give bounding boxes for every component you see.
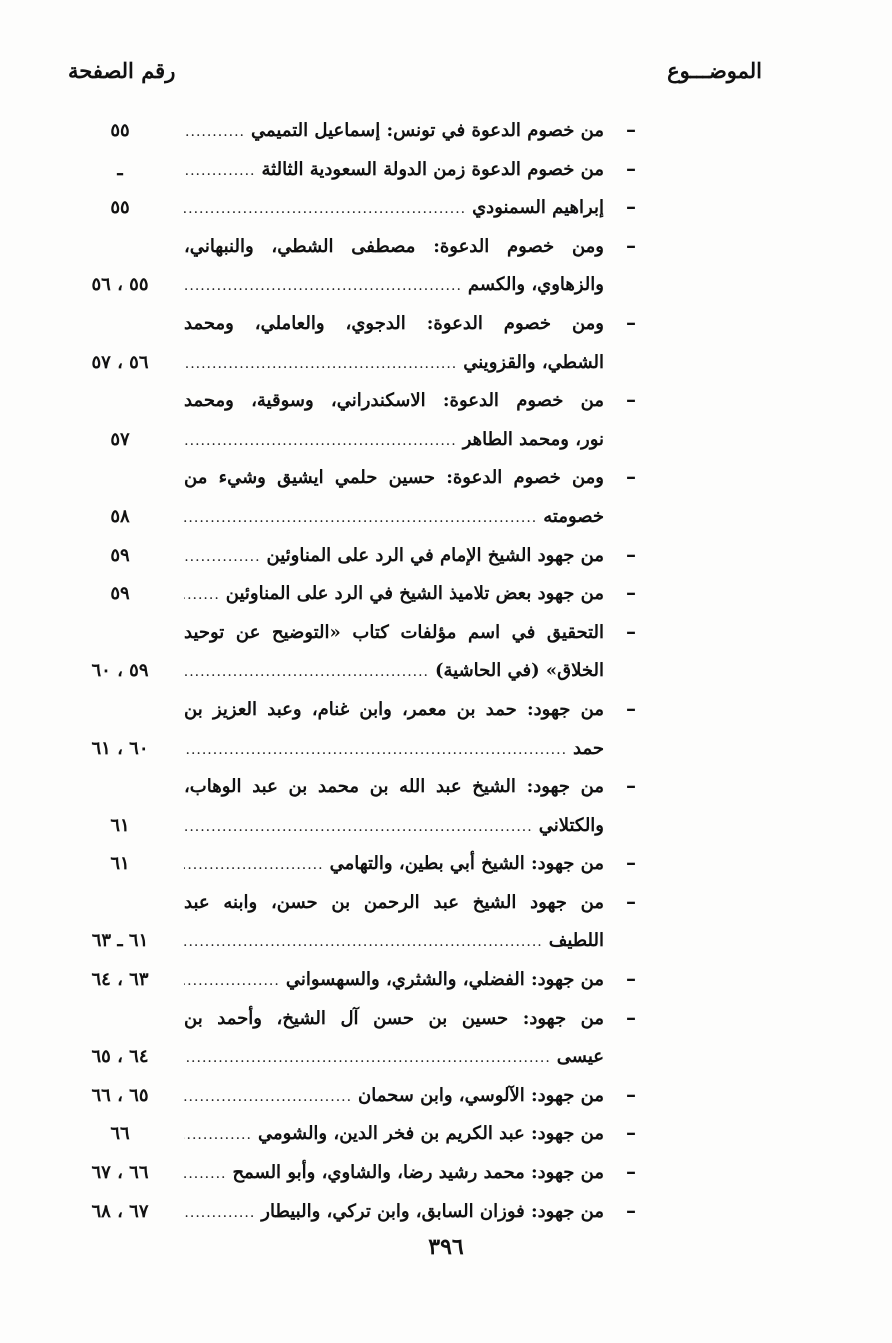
leader-dots bbox=[184, 194, 466, 224]
index-entry bbox=[0, 885, 892, 924]
entry-title: الشطي، والقزويني bbox=[463, 351, 604, 373]
entry-title: الخلاق» (في الحاشية) bbox=[435, 660, 604, 682]
leader-dots bbox=[184, 735, 567, 765]
index-entry bbox=[0, 1155, 892, 1194]
entry-page-number: ٥٩ ، ٦٠ bbox=[91, 660, 149, 682]
index-entry bbox=[0, 113, 892, 152]
bullet-dash: – bbox=[626, 1081, 636, 1106]
entry-text-line bbox=[184, 386, 604, 416]
bullet-dash: – bbox=[626, 309, 636, 334]
entry-text-line bbox=[184, 965, 604, 996]
index-entry bbox=[0, 846, 892, 885]
index-entry-continuation bbox=[0, 422, 892, 461]
entry-text-line bbox=[184, 695, 604, 725]
entry-title: من خصوم الدعوة زمن الدولة السعودية الثالثة bbox=[261, 158, 604, 180]
index-entry bbox=[0, 306, 892, 345]
bullet-dash: – bbox=[626, 232, 636, 257]
bullet-dash: – bbox=[626, 695, 636, 720]
bullet-dash: – bbox=[626, 541, 636, 566]
bullet-dash: – bbox=[626, 580, 636, 605]
leader-dots bbox=[184, 927, 543, 957]
entry-page-number: ٥٨ bbox=[110, 505, 130, 527]
entry-page-number: ٦١ bbox=[110, 853, 130, 875]
index-entry-continuation bbox=[0, 267, 892, 306]
leader-dots bbox=[184, 850, 324, 880]
entry-title: والزهاوي، والكسم bbox=[467, 274, 604, 296]
entry-title: من جهود الشيخ عبد الرحمن بن حسن، وابنه عبد bbox=[184, 891, 604, 913]
entry-text-line bbox=[184, 734, 604, 765]
leader-dots bbox=[184, 1159, 226, 1189]
entry-page-number: ٦٥ ، ٦٦ bbox=[91, 1084, 149, 1106]
index-entry-continuation bbox=[0, 499, 892, 538]
bullet-dash: – bbox=[626, 618, 636, 643]
entry-page-number: ٦١ bbox=[110, 814, 130, 836]
entry-page-number: ٥٥ bbox=[110, 197, 130, 219]
entry-text-line bbox=[184, 116, 604, 147]
entry-page-number: ٥٦ ، ٥٧ bbox=[91, 351, 149, 373]
leader-dots bbox=[184, 349, 457, 379]
entry-text-line bbox=[184, 926, 604, 957]
entry-page-number: ٥٩ bbox=[110, 583, 130, 605]
index-entry-continuation bbox=[0, 923, 892, 962]
entry-title: عيسى bbox=[556, 1046, 604, 1068]
entry-text-line bbox=[184, 309, 604, 339]
entry-title: حمد bbox=[573, 737, 604, 759]
entry-title: خصومته bbox=[543, 505, 604, 527]
leader-dots bbox=[184, 812, 533, 842]
bullet-dash: – bbox=[626, 155, 636, 180]
entry-title: من خصوم الدعوة: الاسكندراني، وسوقية، ومحمد bbox=[184, 390, 604, 412]
entry-page-number: ٦٦ bbox=[110, 1123, 130, 1145]
leader-dots bbox=[184, 503, 537, 533]
entry-page-number: ٥٥ ، ٥٦ bbox=[91, 274, 149, 296]
index-entry-continuation bbox=[0, 808, 892, 847]
entry-title: نور، ومحمد الطاهر bbox=[462, 428, 604, 450]
index-entry bbox=[0, 1078, 892, 1117]
entry-page-number: ٦٤ ، ٦٥ bbox=[91, 1046, 149, 1068]
column-header-page-number: رقم الصفحة bbox=[68, 58, 176, 83]
index-entry bbox=[0, 692, 892, 731]
entry-text-line bbox=[184, 193, 604, 224]
index-entry bbox=[0, 538, 892, 577]
bullet-dash: – bbox=[626, 1197, 636, 1222]
entry-text-line bbox=[184, 232, 604, 262]
entry-text-line bbox=[184, 1042, 604, 1073]
entry-text-line bbox=[184, 1197, 604, 1228]
entry-title: إبراهيم السمنودي bbox=[472, 197, 604, 219]
leader-dots bbox=[184, 580, 220, 610]
index-entry bbox=[0, 1194, 892, 1233]
entry-text-line bbox=[184, 541, 604, 572]
entry-page-number: ٦١ ـ ٦٣ bbox=[91, 930, 149, 952]
index-entry bbox=[0, 229, 892, 268]
entry-text-line bbox=[184, 888, 604, 918]
entry-title: من جهود: الفضلي، والشثري، والسهسواني bbox=[285, 969, 604, 991]
bullet-dash: – bbox=[626, 1120, 636, 1145]
entry-text-line bbox=[184, 1081, 604, 1112]
entry-title: من جهود: حمد بن معمر، وابن غنام، وعبد العزيز بن bbox=[184, 698, 604, 720]
entry-title: من جهود: عبد الكريم بن فخر الدين، والشومي bbox=[257, 1123, 604, 1145]
bullet-dash: – bbox=[626, 117, 636, 141]
leader-dots bbox=[184, 1043, 551, 1073]
index-entry-continuation bbox=[0, 653, 892, 692]
entry-text-line bbox=[184, 155, 604, 186]
index-entry bbox=[0, 190, 892, 229]
bullet-dash: – bbox=[626, 464, 636, 489]
column-header-topic: الموضـــوع bbox=[667, 58, 762, 83]
entry-title: والكتلاني bbox=[538, 814, 604, 836]
entry-text-line bbox=[184, 270, 604, 301]
entry-title: من خصوم الدعوة في تونس: إسماعيل التميمي bbox=[251, 120, 604, 141]
entry-title: ومن خصوم الدعوة: مصطفى الشطي، والنبهاني، bbox=[184, 235, 604, 257]
entry-text-line bbox=[184, 1004, 604, 1034]
bullet-dash: – bbox=[626, 194, 636, 219]
entry-text-line bbox=[184, 1158, 604, 1189]
entry-text-line bbox=[184, 772, 604, 802]
entry-page-number: ٥٥ bbox=[110, 120, 130, 141]
entry-title: من جهود بعض تلاميذ الشيخ في الرد على المناوئين bbox=[225, 583, 604, 605]
index-entries-list bbox=[0, 113, 892, 1232]
entry-text-line bbox=[184, 811, 604, 842]
entry-title: من جهود: الآلوسي، وابن سحمان bbox=[358, 1084, 604, 1106]
entry-page-number: ٥٩ bbox=[110, 544, 130, 566]
entry-text-line bbox=[184, 348, 604, 379]
entry-title: من جهود: الشيخ أبي بطين، والتهامي bbox=[329, 853, 604, 875]
index-entry-continuation bbox=[0, 731, 892, 770]
entry-page-number: ٦٣ ، ٦٤ bbox=[91, 969, 149, 991]
bullet-dash: – bbox=[626, 850, 636, 875]
entry-text-line bbox=[184, 618, 604, 648]
index-entry bbox=[0, 1001, 892, 1040]
entry-text-line bbox=[184, 656, 604, 687]
leader-dots bbox=[184, 542, 261, 572]
entry-title: ومن خصوم الدعوة: الدجوي، والعاملي، ومحمد bbox=[184, 312, 604, 334]
leader-dots bbox=[184, 156, 256, 186]
entry-title: اللطيف bbox=[548, 930, 604, 952]
bullet-dash: – bbox=[626, 773, 636, 798]
entry-text-line bbox=[184, 463, 604, 493]
entry-text-line bbox=[184, 1119, 604, 1150]
leader-dots bbox=[184, 1120, 252, 1150]
entry-text-line bbox=[184, 579, 604, 610]
bullet-dash: – bbox=[626, 966, 636, 991]
index-entry bbox=[0, 769, 892, 808]
entry-title: ومن خصوم الدعوة: حسين حلمي ايشيق وشيء من bbox=[184, 467, 604, 489]
entry-title: من جهود الشيخ الإمام في الرد على المناوئين bbox=[266, 544, 604, 566]
entry-page-number: ٦٦ ، ٦٧ bbox=[91, 1162, 149, 1184]
page-number-footer: ٣٩٦ bbox=[428, 1234, 464, 1260]
leader-dots bbox=[184, 1198, 255, 1228]
index-entry-continuation bbox=[0, 345, 892, 384]
index-entry bbox=[0, 576, 892, 615]
entry-page-number: ٦٠ ، ٦١ bbox=[91, 737, 149, 759]
index-entry bbox=[0, 1116, 892, 1155]
entry-title: من جهود: الشيخ عبد الله بن محمد بن عبد الوهاب، bbox=[184, 776, 604, 798]
leader-dots bbox=[184, 271, 462, 301]
entry-page-number: ٥٧ bbox=[110, 428, 130, 450]
entry-page-number: ـ bbox=[117, 158, 123, 180]
bullet-dash: – bbox=[626, 1004, 636, 1029]
index-entry bbox=[0, 615, 892, 654]
entry-text-line bbox=[184, 425, 604, 456]
index-entry bbox=[0, 383, 892, 422]
entry-text-line bbox=[184, 502, 604, 533]
bullet-dash: – bbox=[626, 1159, 636, 1184]
leader-dots bbox=[184, 1082, 352, 1112]
entry-title: من جهود: حسين بن حسن آل الشيخ، وأحمد بن bbox=[184, 1007, 604, 1029]
bullet-dash: – bbox=[626, 387, 636, 412]
entry-title: التحقيق في اسم مؤلفات كتاب «التوضيح عن توحيد bbox=[184, 621, 604, 643]
bullet-dash: – bbox=[626, 888, 636, 913]
entry-page-number: ٦٧ ، ٦٨ bbox=[91, 1200, 149, 1222]
index-entry bbox=[0, 152, 892, 191]
entry-title: من جهود: محمد رشيد رضا، والشاوي، وأبو السمح bbox=[232, 1162, 604, 1184]
entry-title: من جهود: فوزان السابق، وابن تركي، والبيطار bbox=[261, 1200, 604, 1222]
leader-dots bbox=[184, 966, 280, 996]
leader-dots bbox=[184, 426, 457, 456]
index-entry bbox=[0, 460, 892, 499]
index-entry-continuation bbox=[0, 1039, 892, 1078]
leader-dots bbox=[184, 657, 429, 687]
leader-dots bbox=[184, 117, 245, 147]
index-entry bbox=[0, 962, 892, 1001]
entry-text-line bbox=[184, 849, 604, 880]
